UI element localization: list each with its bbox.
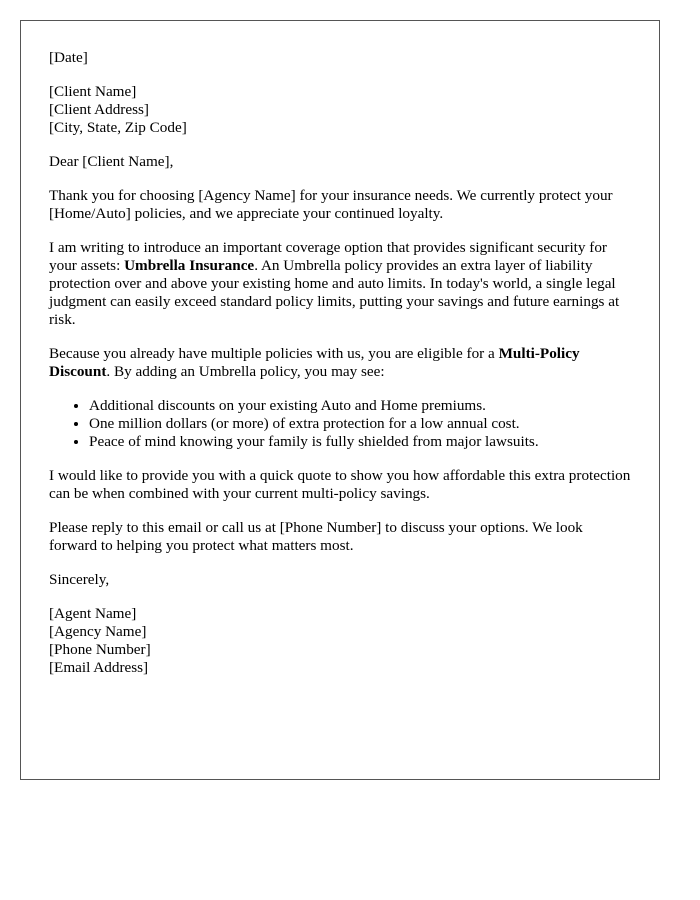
agent-email: [Email Address] xyxy=(49,659,149,676)
benefit-item: • One million dollars (or more) of extra protection for a low annual cost. xyxy=(89,415,631,433)
signature-block xyxy=(49,605,631,677)
benefit-item: • Additional discounts on your existing Auto and Home premiums. xyxy=(89,397,631,415)
closing: Sincerely, xyxy=(49,571,110,588)
salutation: Dear [Client Name], xyxy=(49,153,174,170)
benefits-list xyxy=(49,397,631,451)
discount-paragraph-end: . By adding an Umbrella policy, you may see: xyxy=(106,363,385,380)
discount-paragraph-start: Because you already have multiple policies with us, you are eligible for a xyxy=(49,345,499,362)
umbrella-paragraph-end: . An Umbrella policy provides an extra layer of liability protection over and above your existing home and auto limits. In today's world, a single legal judgment can easily exceed standard policy limits, putting your savings and future earnings at risk. xyxy=(49,257,620,328)
agency-name: [Agency Name] xyxy=(49,623,147,640)
agent-name: [Agent Name] xyxy=(49,605,137,622)
client-address-block xyxy=(49,83,631,137)
client-city-state-zip: [City, State, Zip Code] xyxy=(49,119,187,136)
umbrella-insurance-term: Umbrella Insurance xyxy=(124,257,255,274)
letter-page xyxy=(20,20,660,780)
benefit-item: • Peace of mind knowing your family is fully shielded from major lawsuits. xyxy=(89,433,631,451)
multi-policy-discount-term: Multi-Policy Discount xyxy=(49,345,580,380)
client-address: [Client Address] xyxy=(49,101,149,118)
discount-paragraph xyxy=(49,345,631,381)
quote-paragraph: I would like to provide you with a quick quote to show you how affordable this extra protection can be when combined with your current multi-policy savings. xyxy=(49,467,631,502)
date-line: [Date] xyxy=(49,49,88,66)
agent-phone: [Phone Number] xyxy=(49,641,151,658)
umbrella-paragraph xyxy=(49,239,631,329)
client-name: [Client Name] xyxy=(49,83,137,100)
intro-paragraph: Thank you for choosing [Agency Name] for your insurance needs. We currently protect your [Home/Auto] policies, and we appreciate your continued loyalty. xyxy=(49,187,613,222)
umbrella-paragraph-start: I am writing to introduce an important coverage option that provides significant security for your assets: xyxy=(49,239,607,274)
contact-paragraph: Please reply to this email or call us at [Phone Number] to discuss your options. We look forward to helping you protect what matters most. xyxy=(49,519,583,554)
